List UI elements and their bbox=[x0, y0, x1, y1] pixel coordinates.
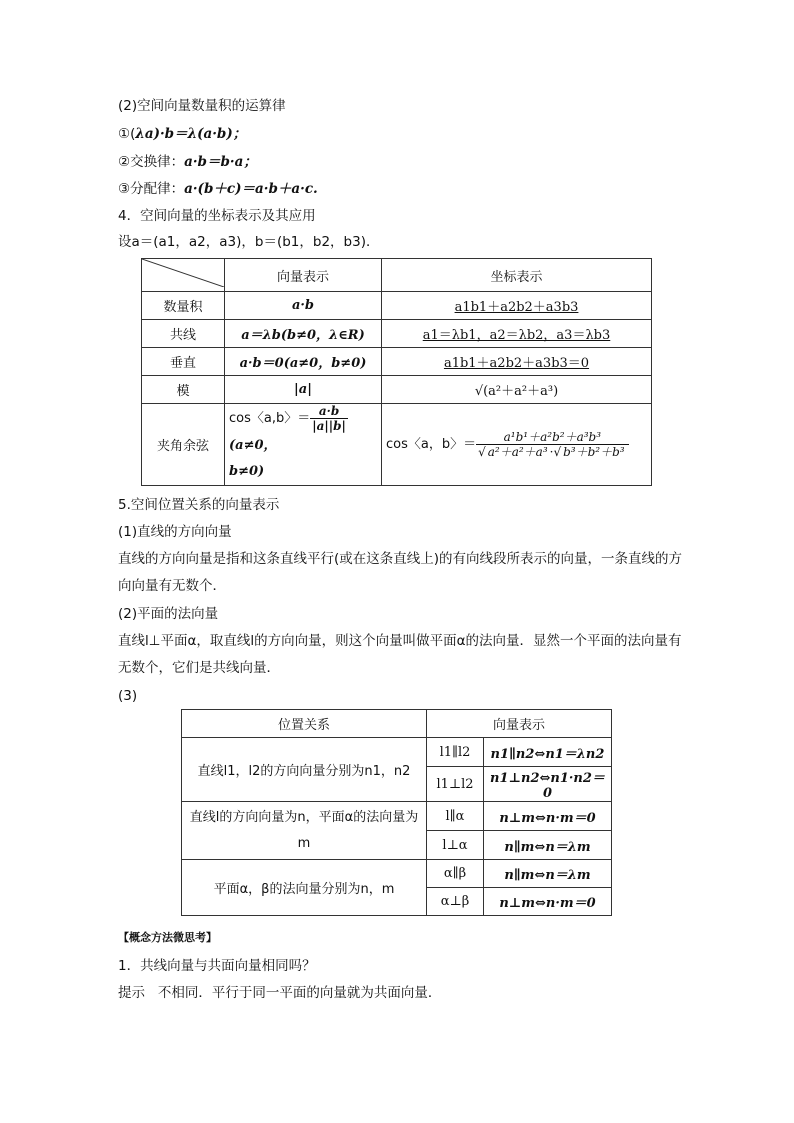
coord-cos-den-2: b³＋b²＋b³ bbox=[563, 445, 625, 459]
coord-cos-fraction bbox=[476, 430, 629, 459]
vector-cell: n1⊥n2⇔n1·n2＝0 bbox=[484, 767, 612, 802]
section-2-heading: (2)空间向量数量积的运算律 bbox=[118, 98, 286, 114]
row-coord-text: a1＝λb1，a2＝λb2，a3＝λb3 bbox=[422, 328, 611, 343]
law-3-label: ③分配律： bbox=[118, 181, 185, 197]
answer-label: 提示 bbox=[118, 985, 145, 1001]
law-1-formula: λa)·b＝λ(a·b)； bbox=[135, 126, 247, 142]
cos-condition: (a≠0， bbox=[229, 438, 277, 453]
law-3-formula: a·(b＋c)＝a·b＋a·c. bbox=[184, 181, 318, 197]
row-coord bbox=[382, 376, 652, 404]
row-coord-text: a1b1＋a2b2＋a3b3＝0 bbox=[443, 356, 590, 371]
row-vector: |a| bbox=[225, 376, 382, 404]
header-relation: 位置关系 bbox=[182, 710, 427, 738]
group-desc: 直线l1，l2的方向向量分别为n1，n2 bbox=[182, 738, 427, 802]
row-coord bbox=[382, 348, 652, 376]
row-name: 模 bbox=[142, 376, 225, 404]
row-coord bbox=[382, 320, 652, 348]
think-tag: 【概念方法微思考】 bbox=[118, 931, 217, 944]
group-desc: 平面α，β的法向量分别为n，m bbox=[182, 860, 427, 916]
relation-cell: α⊥β bbox=[427, 888, 484, 916]
row-coord-text: a1b1＋a2b2＋a3b3 bbox=[454, 300, 579, 315]
law-1 bbox=[118, 124, 246, 144]
vector-cell: n⊥m⇔n·m＝0 bbox=[484, 802, 612, 831]
law-3 bbox=[118, 179, 318, 199]
coord-cos-den-1: a²＋a²＋a³ bbox=[487, 445, 548, 459]
law-2 bbox=[118, 152, 257, 172]
position-table bbox=[181, 709, 612, 916]
cos-prefix: cos〈a,b〉＝ bbox=[229, 411, 311, 426]
row-vector: a·b＝0(a≠0，b≠0) bbox=[225, 348, 382, 376]
sub-1-heading: (1)直线的方向向量 bbox=[118, 524, 232, 540]
group-desc: 直线l的方向向量为n，平面α的法向量为m bbox=[182, 802, 427, 860]
paragraph-2: 直线l⊥平面α，取直线l的方向向量，则这个向量叫做平面α的法向量．显然一个平面的法向量有无数个，它们是共线向量． bbox=[118, 633, 682, 676]
coordinate-table bbox=[141, 258, 652, 486]
cos-denominator: |a||b| bbox=[312, 419, 346, 433]
relation-cell: l1∥l2 bbox=[427, 738, 484, 767]
modulus-formula: √(a²＋a²＋a³) bbox=[474, 384, 559, 399]
row-vector: a·b bbox=[225, 292, 382, 320]
law-2-formula: a·b＝b·a； bbox=[184, 154, 257, 170]
row-name: 垂直 bbox=[142, 348, 225, 376]
section-4-heading: 4．空间向量的坐标表示及其应用 bbox=[118, 208, 316, 224]
coord-cos-prefix: cos〈a，b〉＝ bbox=[386, 437, 477, 452]
answer-1 bbox=[118, 983, 441, 1003]
cos-fraction bbox=[310, 404, 348, 433]
coord-cos-denominator: √ a²＋a²＋a³ ·√ b³＋b²＋b³ bbox=[478, 445, 625, 459]
paragraph-1: 直线的方向向量是指和这条直线平行(或在这条直线上)的有向线段所表示的向量，一条直线的方向向量有无数个． bbox=[118, 551, 683, 594]
relation-cell: l∥α bbox=[427, 802, 484, 831]
relation-cell: α∥β bbox=[427, 860, 484, 888]
diagonal-header-cell bbox=[142, 259, 225, 292]
law-1-prefix: ①( bbox=[118, 126, 136, 142]
law-2-label: ②交换律： bbox=[118, 154, 185, 170]
vector-cell: n1∥n2⇔n1＝λn2 bbox=[484, 738, 612, 767]
row-name: 夹角余弦 bbox=[142, 404, 225, 486]
question-1: 1．共线向量与共面向量相同吗？ bbox=[118, 958, 316, 974]
cos-condition-2: b≠0) bbox=[229, 464, 265, 479]
header-vector: 向量表示 bbox=[225, 259, 382, 292]
relation-cell: l⊥α bbox=[427, 831, 484, 860]
sub-3-heading: (3) bbox=[118, 688, 138, 704]
section-5-heading: 5.空间位置关系的向量表示 bbox=[118, 497, 280, 513]
header-coord: 坐标表示 bbox=[382, 259, 652, 292]
vector-cell: n⊥m⇔n·m＝0 bbox=[484, 888, 612, 916]
vector-cell: n∥m⇔n＝λm bbox=[484, 860, 612, 888]
row-coord bbox=[382, 404, 652, 486]
header-vector: 向量表示 bbox=[427, 710, 612, 738]
relation-cell: l1⊥l2 bbox=[427, 767, 484, 802]
sub-2-heading: (2)平面的法向量 bbox=[118, 606, 219, 622]
row-vector bbox=[225, 404, 382, 486]
vector-cell: n∥m⇔n＝λm bbox=[484, 831, 612, 860]
section-4-setup: 设a＝(a1，a2，a3)，b＝(b1，b2，b3)． bbox=[118, 234, 380, 250]
row-name: 共线 bbox=[142, 320, 225, 348]
diagonal-line-icon bbox=[142, 259, 224, 287]
coord-cos-numerator: a¹b¹＋a²b²＋a³b³ bbox=[476, 430, 629, 445]
row-name: 数量积 bbox=[142, 292, 225, 320]
answer-text: 不相同．平行于同一平面的向量就为共面向量． bbox=[157, 985, 442, 1001]
cos-numerator: a·b bbox=[310, 404, 348, 419]
row-coord bbox=[382, 292, 652, 320]
row-vector: a＝λb(b≠0，λ∈R) bbox=[225, 320, 382, 348]
